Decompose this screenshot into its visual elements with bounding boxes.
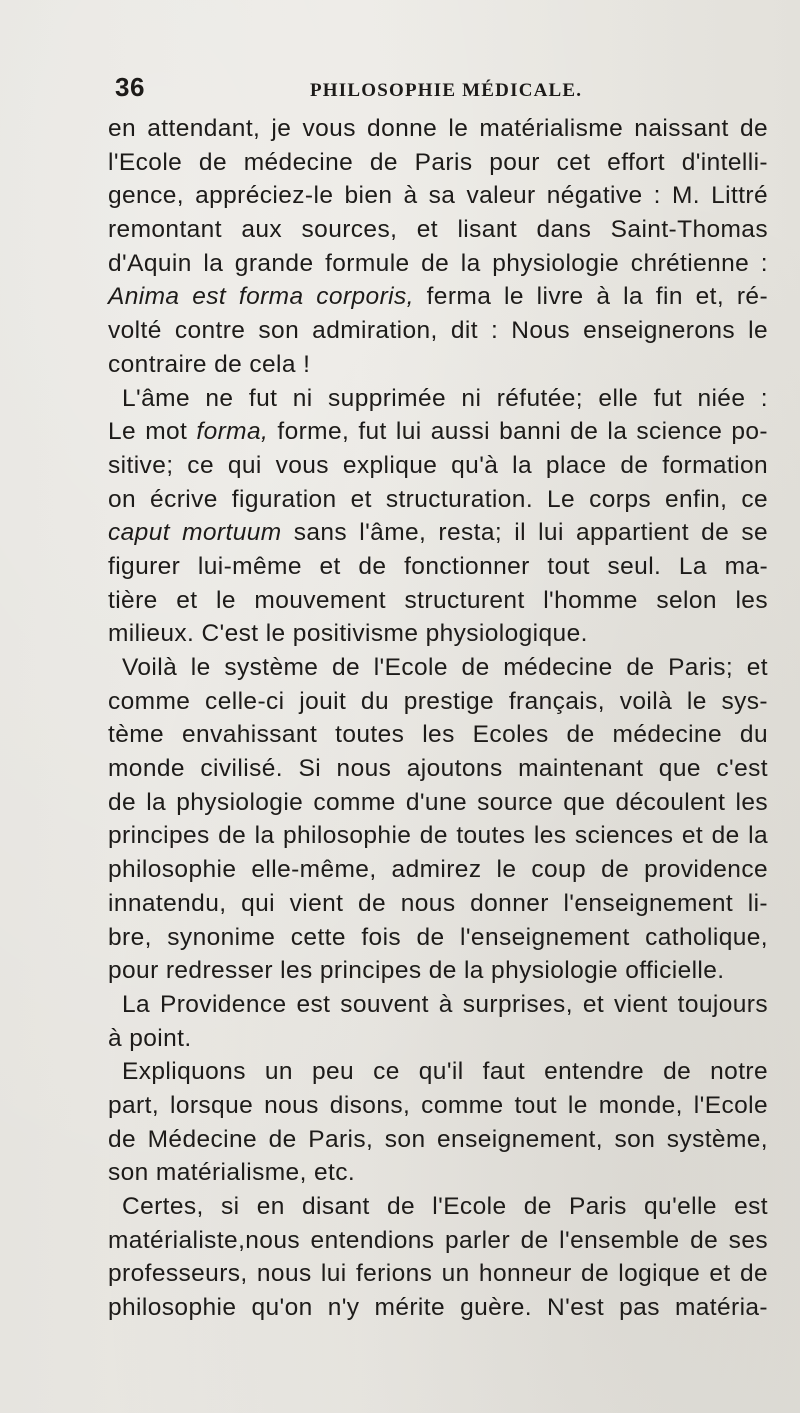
text-line: Anima est forma corporis, ferma le livre à la fin et, ré- (108, 283, 768, 311)
text-line: professeurs, nous lui ferions un honneur de logique et de (108, 1260, 768, 1288)
text-line: de Médecine de Paris, son enseignement, son système, (108, 1125, 768, 1153)
text-line: gence, appréciez-le bien à sa valeur négative : M. Littré (108, 182, 768, 210)
text-line: contraire de cela ! (108, 350, 311, 378)
text-line: Voilà le système de l'Ecole de médecine de Paris; et (122, 654, 768, 681)
text-line: à point. (108, 1024, 192, 1052)
text-line: L'âme ne fut ni supprimée ni réfutée; elle fut niée : (122, 384, 768, 412)
text-line: pour redresser les principes de la physiologie officielle. (108, 957, 725, 985)
text-line: philosophie qu'on n'y mérite guère. N'est pas matéria- (108, 1294, 768, 1322)
text-line: Expliquons un peu ce qu'il faut entendre de notre (122, 1058, 768, 1086)
text-line: milieux. C'est le positivisme physiologique. (108, 620, 588, 648)
italic-phrase: caput mortuum (108, 519, 282, 547)
text-line: de la physiologie comme d'une source que découlent les (108, 788, 768, 816)
text-line: Certes, si en disant de l'Ecole de Paris qu'elle est (122, 1193, 768, 1220)
page-number: 36 (115, 72, 145, 102)
text-line: caput mortuum sans l'âme, resta; il lui appartient de se (108, 519, 768, 547)
text-line: philosophie elle-même, admirez le coup de providence (108, 856, 768, 884)
text-line: son matérialisme, etc. (108, 1159, 356, 1187)
italic-phrase: Anima est forma corporis, (108, 283, 414, 311)
text-line: monde civilisé. Si nous ajoutons maintenant que c'est (108, 755, 768, 783)
text-line: part, lorsque nous disons, comme tout le monde, l'Ecole (108, 1091, 768, 1119)
text-line: tière et le mouvement structurent l'homme selon les (108, 586, 768, 614)
text-line: l'Ecole de médecine de Paris pour cet effort d'intelli- (108, 148, 768, 176)
text-line: principes de la philosophie de toutes les sciences et de la (108, 822, 768, 850)
text-line: figurer lui-même et de fonctionner tout seul. La ma- (108, 552, 768, 580)
body-text (108, 112, 768, 1325)
text-line: sitive; ce qui vous explique qu'à la place de formation (108, 451, 768, 479)
running-head (115, 72, 770, 108)
text-line: on écrive figuration et structuration. Le corps enfin, ce (108, 485, 768, 513)
text-line: volté contre son admiration, dit : Nous enseignerons le (108, 317, 768, 345)
text-line: remontant aux sources, et lisant dans Saint-Thomas (108, 216, 768, 244)
text-line: en attendant, je vous donne le matérialisme naissant de (108, 115, 768, 142)
text-line: La Providence est souvent à surprises, et vient toujours (122, 990, 768, 1018)
text-line: matérialiste,nous entendions parler de l'ensemble de ses (108, 1226, 768, 1254)
text-line: Le mot forma, forme, fut lui aussi banni de la science po- (108, 418, 768, 446)
italic-phrase: forma, (196, 418, 269, 446)
text-line: comme celle-ci jouit du prestige français, voilà le sys- (108, 687, 768, 715)
text-line: bre, synonime cette fois de l'enseignement catholique, (108, 923, 768, 951)
running-title: PHILOSOPHIE MÉDICALE. (310, 80, 583, 101)
text-line: tème envahissant toutes les Ecoles de médecine du (108, 721, 768, 749)
text-line: innatendu, qui vient de nous donner l'enseignement li- (108, 889, 768, 917)
text-line: d'Aquin la grande formule de la physiologie chrétienne : (108, 249, 768, 277)
